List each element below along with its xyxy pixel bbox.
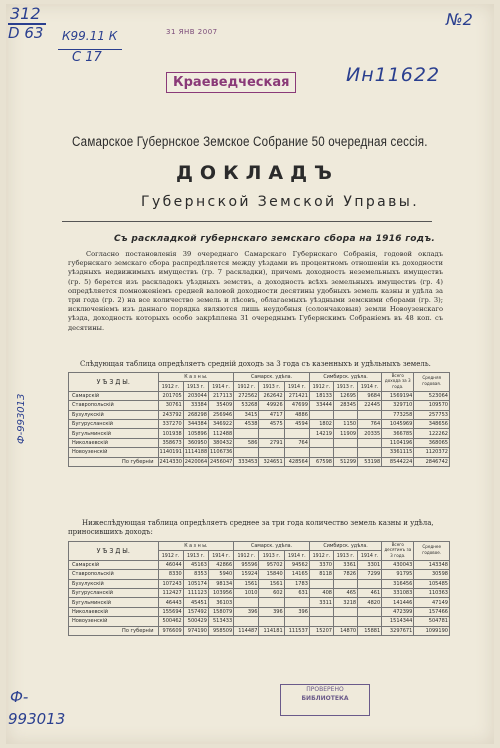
uezd-name: Ставропольскій xyxy=(69,570,159,579)
table-cell: 586 xyxy=(234,438,259,447)
table-cell: 107243 xyxy=(158,579,183,588)
table-cell xyxy=(358,410,382,419)
table-row xyxy=(69,579,450,588)
document-title: ДОКЛАДЪ xyxy=(176,162,339,184)
table-cell: 22445 xyxy=(358,401,382,410)
table-cell: 3415 xyxy=(234,410,259,419)
table-cell: 4886 xyxy=(284,410,309,419)
year-1912: 1912 г. xyxy=(309,382,333,391)
land-table xyxy=(68,541,450,636)
uezd-name: Бугурусланскій xyxy=(69,419,159,428)
table-cell: 272562 xyxy=(234,391,259,400)
total-row xyxy=(69,457,450,466)
table-cell: 3361115 xyxy=(382,448,414,457)
total-cell: 51299 xyxy=(334,457,358,466)
year-1912: 1912 г. xyxy=(309,551,333,560)
uezd-name: Бугульминскій xyxy=(69,598,159,607)
table-cell: 1569194 xyxy=(382,391,414,400)
samara-header: Самарск. удѣла. xyxy=(234,373,310,382)
table-cell: 4575 xyxy=(259,419,284,428)
total-cell: 3297671 xyxy=(382,626,414,635)
table-cell: 30598 xyxy=(414,570,450,579)
table-cell: 7299 xyxy=(358,570,382,579)
total-row xyxy=(69,626,450,635)
table-cell: 157466 xyxy=(414,607,450,616)
table-cell: 331083 xyxy=(382,588,414,597)
table-cell: 1010 xyxy=(234,588,259,597)
table-row xyxy=(69,570,450,579)
year-1914: 1914 г. xyxy=(284,382,309,391)
total-cell: 974190 xyxy=(183,626,208,635)
table-cell: 111123 xyxy=(183,588,208,597)
table-cell: 764 xyxy=(358,419,382,428)
table-cell: 33384 xyxy=(183,401,208,410)
uezd-name: Бузулукскій xyxy=(69,410,159,419)
total-cell: 2414330 xyxy=(159,458,182,465)
table-cell: 1802 xyxy=(309,419,333,428)
table-cell: 14165 xyxy=(284,570,309,579)
table-cell: 472399 xyxy=(382,607,414,616)
table-row xyxy=(69,429,450,438)
year-1913: 1913 г. xyxy=(259,382,284,391)
table-cell: 430043 xyxy=(382,560,414,569)
table-cell: 7826 xyxy=(334,570,358,579)
table-cell xyxy=(234,429,259,438)
document-page xyxy=(6,4,494,744)
table-cell: 465 xyxy=(334,588,358,597)
table-cell: 358673 xyxy=(158,438,183,447)
total-cell: 8544224 xyxy=(382,457,414,466)
table-cell: 631 xyxy=(284,588,309,597)
shelf-mark: К99.11 К xyxy=(62,29,118,43)
table-cell: 95702 xyxy=(259,560,284,569)
table-cell: 47699 xyxy=(284,401,309,410)
table-cell: 504781 xyxy=(414,617,450,626)
table-cell xyxy=(334,410,358,419)
total-cell: 15881 xyxy=(358,626,382,635)
table-cell: 1045969 xyxy=(382,419,414,428)
table-cell: 203044 xyxy=(183,391,208,400)
table-cell: 94562 xyxy=(284,560,309,569)
table-cell: 109570 xyxy=(414,401,450,410)
uezd-header: У Ѣ З Д Ы. xyxy=(69,373,159,392)
year-1914: 1914 г. xyxy=(208,551,233,560)
table-cell xyxy=(309,410,333,419)
table-cell: 155694 xyxy=(158,607,183,616)
table-cell: 42866 xyxy=(208,560,233,569)
year-1914: 1914 г. xyxy=(284,551,309,560)
table-cell: 3218 xyxy=(334,598,358,607)
table-cell: 45451 xyxy=(183,598,208,607)
table-row xyxy=(69,391,450,400)
table-cell: 262642 xyxy=(259,391,284,400)
year-1912: 1912 г. xyxy=(158,382,183,391)
uezd-name: Николаевскій xyxy=(69,438,159,447)
corner-code-2: D 63 xyxy=(8,24,44,42)
table-cell: 112427 xyxy=(158,588,183,597)
table-row xyxy=(69,438,450,447)
table-cell: 461 xyxy=(358,588,382,597)
table-cell: 368065 xyxy=(414,438,450,447)
table-row xyxy=(69,617,450,626)
table-cell: 122262 xyxy=(414,429,450,438)
samara-header: Самарск. удѣла. xyxy=(234,542,310,551)
total-cell: 114181 xyxy=(259,626,284,635)
table-cell: 523064 xyxy=(414,391,450,400)
table-cell xyxy=(234,617,259,626)
year-1913: 1913 г. xyxy=(334,382,358,391)
table-cell: 49926 xyxy=(259,401,284,410)
stamp-date: 31 ЯНВ 2007 xyxy=(166,28,218,36)
total-cell: 111537 xyxy=(284,626,309,635)
table-cell: 500462 xyxy=(158,617,183,626)
inventory-stamp-number: 993013 xyxy=(8,710,66,728)
table-cell: 268298 xyxy=(183,410,208,419)
document-subtitle: Съ раскладкой губернскаго земскаго сбора на 1916 годъ. xyxy=(114,234,436,244)
table-row xyxy=(69,560,450,569)
table-cell xyxy=(309,579,333,588)
total-cell: 976609 xyxy=(158,626,183,635)
table-cell: 46443 xyxy=(158,598,183,607)
inventory-number: Ин11622 xyxy=(346,64,441,86)
year-1912: 1912 г. xyxy=(234,382,259,391)
total-cell: 333453 xyxy=(234,457,259,466)
table-cell: 396 xyxy=(234,607,259,616)
table-cell xyxy=(309,607,333,616)
table-cell: 30761 xyxy=(158,401,183,410)
table-cell: 47149 xyxy=(414,598,450,607)
table-cell: 1114188 xyxy=(184,449,208,456)
table-cell: 12695 xyxy=(334,391,358,400)
table-cell: 143348 xyxy=(414,560,450,569)
table-row xyxy=(69,588,450,597)
table-cell: 366785 xyxy=(382,429,414,438)
inventory-stamp-prefix: Ф- xyxy=(10,688,29,706)
table-cell: 396 xyxy=(284,607,309,616)
document-subheading: Губернской Земской Управы. xyxy=(141,194,420,210)
total-header: Всего десятинъ за 3 года. xyxy=(382,542,414,561)
total-cell: 15207 xyxy=(309,626,333,635)
table-row xyxy=(69,607,450,616)
shelf-mark-2: С 17 xyxy=(72,50,102,65)
table-cell xyxy=(358,617,382,626)
uezd-name: Самарскій xyxy=(69,560,159,569)
table-cell: 103956 xyxy=(208,588,233,597)
table-cell: 337270 xyxy=(158,419,183,428)
table-cell: 110363 xyxy=(414,588,450,597)
table-cell: 3311 xyxy=(309,598,333,607)
table-cell xyxy=(334,607,358,616)
total-cell: 14870 xyxy=(334,626,358,635)
table-cell: 1106736 xyxy=(209,449,233,456)
table-cell xyxy=(309,438,333,447)
table-cell: 14219 xyxy=(309,429,333,438)
table-cell xyxy=(259,429,284,438)
table-cell: 396 xyxy=(259,607,284,616)
total-cell: 2846742 xyxy=(414,457,450,466)
table-cell: 45163 xyxy=(183,560,208,569)
table-cell: 764 xyxy=(284,438,309,447)
table-cell: 8118 xyxy=(309,570,333,579)
year-1913: 1913 г. xyxy=(334,551,358,560)
table-cell: 141446 xyxy=(382,598,414,607)
table-cell xyxy=(284,429,309,438)
year-1913: 1913 г. xyxy=(259,551,284,560)
table-row xyxy=(69,598,450,607)
table-cell: 1150 xyxy=(334,419,358,428)
uezd-name: Самарскій xyxy=(69,391,159,400)
table-cell: 101938 xyxy=(158,429,183,438)
table-cell: 1783 xyxy=(284,579,309,588)
table-cell: 105174 xyxy=(183,579,208,588)
table-cell: 256946 xyxy=(208,410,233,419)
table-cell: 602 xyxy=(259,588,284,597)
table-cell: 1104196 xyxy=(382,438,414,447)
table-cell xyxy=(334,617,358,626)
table-cell: 5940 xyxy=(208,570,233,579)
uezd-name: Бузулукскій xyxy=(69,579,159,588)
table-cell: 408 xyxy=(309,588,333,597)
year-1914: 1914 г. xyxy=(358,382,382,391)
table-cell: 201705 xyxy=(158,391,183,400)
table-cell: 2791 xyxy=(259,438,284,447)
table-cell: 15924 xyxy=(234,570,259,579)
library-stamp-line1: ПРОВЕРЕНО xyxy=(306,686,344,693)
table-cell: 513433 xyxy=(208,617,233,626)
table-cell: 8353 xyxy=(183,570,208,579)
table-cell: 4820 xyxy=(358,598,382,607)
table-cell: 257753 xyxy=(414,410,450,419)
table-cell: 28345 xyxy=(334,401,358,410)
table-cell: 18133 xyxy=(309,391,333,400)
total-cell: 53198 xyxy=(358,457,382,466)
total-cell: 324651 xyxy=(259,457,284,466)
uezd-name: Бугульминскій xyxy=(69,429,159,438)
table-cell: 46044 xyxy=(158,560,183,569)
table-cell: 105485 xyxy=(414,579,450,588)
simbirsk-header: Симбирск. удѣла. xyxy=(309,542,381,551)
table-cell: 500429 xyxy=(183,617,208,626)
table-cell xyxy=(309,448,333,457)
total-cell: 1099190 xyxy=(414,626,450,635)
table-cell xyxy=(334,438,358,447)
year-1912: 1912 г. xyxy=(234,551,259,560)
total-cell: 958509 xyxy=(208,626,233,635)
table-cell xyxy=(358,448,382,457)
table-cell: 3370 xyxy=(309,560,333,569)
table-cell xyxy=(234,448,259,457)
table-cell: 346922 xyxy=(208,419,233,428)
table-cell: 348656 xyxy=(414,419,450,428)
table-cell: 380432 xyxy=(208,438,233,447)
table-cell: 11909 xyxy=(334,429,358,438)
table-cell: 9684 xyxy=(358,391,382,400)
year-1912: 1912 г. xyxy=(158,551,183,560)
table-row xyxy=(69,419,450,428)
table-cell xyxy=(259,617,284,626)
kazny-header: К а з н ы. xyxy=(158,373,234,382)
table-cell: 112488 xyxy=(208,429,233,438)
table-cell: 4717 xyxy=(259,410,284,419)
table-cell: 217113 xyxy=(208,391,233,400)
table-cell: 4594 xyxy=(284,419,309,428)
year-1914: 1914 г. xyxy=(358,551,382,560)
table-cell: 271421 xyxy=(284,391,309,400)
income-table xyxy=(68,372,450,467)
table-cell: 1561 xyxy=(259,579,284,588)
table-cell: 157492 xyxy=(183,607,208,616)
table-cell: 1514344 xyxy=(382,617,414,626)
corner-divider xyxy=(8,23,46,25)
table-cell: 3301 xyxy=(358,560,382,569)
table-cell: 53268 xyxy=(234,401,259,410)
table-cell xyxy=(358,438,382,447)
table-cell: 91795 xyxy=(382,570,414,579)
avg-header: Средняя годовая. xyxy=(414,373,450,392)
table-cell xyxy=(234,598,259,607)
table-cell: 316456 xyxy=(382,579,414,588)
library-stamp xyxy=(280,684,370,716)
intro-paragraph: Согласно постановленія 39 очереднаго Самарскаго Губернскаго Собранія, годовой окладъ губернскаго земскаго сбора распредѣляется между уѣздами въ процентномъ отношеніи къ доходности уѣздныхъ недвижимыхъ имуществъ (гр. 7 раскладки), причемъ доходность неземельныхъ имуществъ (гр. 5) берется изъ раскладокъ уѣздныхъ земствъ, а доходность всѣхъ земельныхъ имуществъ (гр. 4) опредѣляется помноженіемъ средней валовой доходности десятины удобныхъ земель казны и удѣла за три года (гр. 2) на все количество земель и лѣсовъ, облагаемыхъ уѣздными земскими сборами (гр. 3); исключеніемъ изъ даннаго порядка являются лишь неудобныя (солончаковыя) земли Новоузенскаго уѣзда, доходность которыхъ особо закрѣплена 31 очереднымъ Губернскимъ Собраніемъ въ 48 коп. съ десятины. xyxy=(68,250,443,332)
table-cell: 1120372 xyxy=(414,448,450,457)
table-cell: 35409 xyxy=(208,401,233,410)
margin-note: Ф-993013 xyxy=(16,393,27,444)
uezd-name: Новоузенскій xyxy=(69,448,159,457)
table-cell: 98134 xyxy=(208,579,233,588)
table-cell: 360950 xyxy=(183,438,208,447)
table-cell: 15840 xyxy=(259,570,284,579)
year-1914: 1914 г. xyxy=(208,382,233,391)
table-row xyxy=(69,401,450,410)
table-cell: 158079 xyxy=(208,607,233,616)
table-cell: 20335 xyxy=(358,429,382,438)
table-cell: 329710 xyxy=(382,401,414,410)
document-heading: Самарское Губернское Земское Собрание 50 очередная сессія. xyxy=(72,134,428,149)
uezd-name: Бугурусланскій xyxy=(69,588,159,597)
uezd-name: Новоузенскій xyxy=(69,617,159,626)
table-cell xyxy=(309,617,333,626)
table-cell: 4538 xyxy=(234,419,259,428)
table-cell: 3361 xyxy=(334,560,358,569)
year-1913: 1913 г. xyxy=(183,551,208,560)
uezd-name: Николаевскій xyxy=(69,607,159,616)
table-row xyxy=(69,410,450,419)
table-cell: 773258 xyxy=(382,410,414,419)
table-cell: 33444 xyxy=(309,401,333,410)
table-cell xyxy=(259,598,284,607)
table-cell: 105896 xyxy=(183,429,208,438)
total-cell: 428564 xyxy=(284,457,309,466)
table-cell xyxy=(334,448,358,457)
total-label: По губерніи xyxy=(69,626,159,635)
table2-caption: Нижеслѣдующая таблица опредѣляетъ среднее за три года количество земель казны и удѣла, приносившихъ доходъ: xyxy=(68,519,434,536)
table1-caption: Слѣдующая таблица опредѣляетъ средній доходъ за 3 года съ казенныхъ и удѣльныхъ земель. xyxy=(80,360,431,368)
total-label: По губерніи xyxy=(69,457,159,466)
total-cell: 67598 xyxy=(309,457,333,466)
table-cell: 1140191 xyxy=(159,449,182,456)
table-cell xyxy=(358,579,382,588)
uezd-name: Ставропольскій xyxy=(69,401,159,410)
table-cell: 8330 xyxy=(158,570,183,579)
total-cell: 114487 xyxy=(234,626,259,635)
kraevedcheskaya-stamp: Краеведческая xyxy=(166,72,296,93)
table-cell: 95596 xyxy=(234,560,259,569)
table-row xyxy=(69,448,450,457)
table-cell xyxy=(334,579,358,588)
total-cell: 2420064 xyxy=(184,458,208,465)
table-cell xyxy=(358,607,382,616)
table-cell xyxy=(284,598,309,607)
kazny-header: К а з н ы. xyxy=(158,542,234,551)
corner-code: 312 xyxy=(10,4,41,23)
title-rule xyxy=(62,221,432,222)
table-cell: 243792 xyxy=(158,410,183,419)
total-cell: 2456047 xyxy=(209,458,233,465)
table-cell: 344384 xyxy=(183,419,208,428)
library-stamp-line2: БИБЛИОТЕКА xyxy=(301,695,349,702)
table-cell: 36103 xyxy=(208,598,233,607)
year-1913: 1913 г. xyxy=(183,382,208,391)
table-cell xyxy=(259,448,284,457)
avg-header: Среднее годовое. xyxy=(414,542,450,561)
uezd-header: У Ѣ З Д Ы. xyxy=(69,542,159,561)
number-mark: №2 xyxy=(446,10,473,29)
table-cell xyxy=(284,448,309,457)
table-cell xyxy=(284,617,309,626)
simbirsk-header: Симбирск. удѣла. xyxy=(309,373,381,382)
total-header: Всего дохода за 3 года. xyxy=(382,373,414,392)
table-cell: 1561 xyxy=(234,579,259,588)
